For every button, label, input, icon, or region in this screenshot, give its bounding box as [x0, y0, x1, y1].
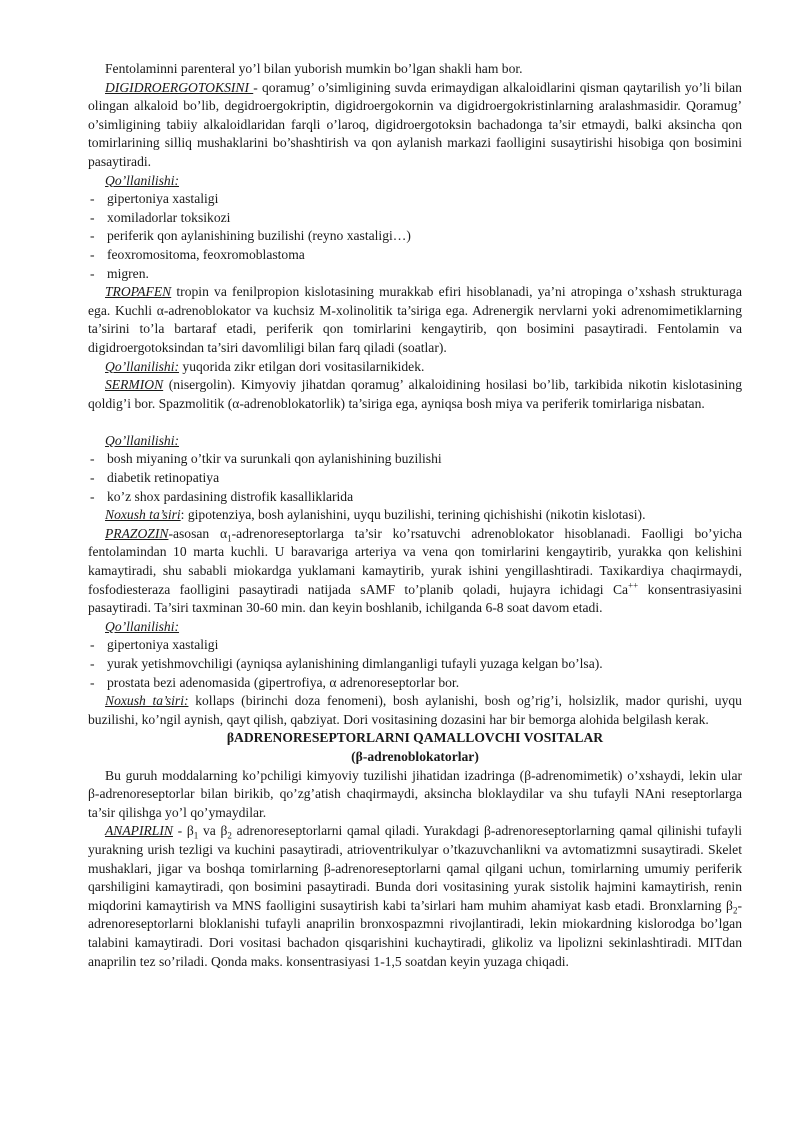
section-intro: Bu guruh moddalarning ko’pchiligi kimyoviy tuzilishi jihatidan izadringa (β-adrenomimetik) o’xshaydi, lekin ular β-adrenoreseptorlar bilan birikib, qo’zg’atish chaqirmaydi, aksincha bloklaydilar va shu tufayli NAni reseptorlarga ta’sir qilishga yo’l qo’ymaydilar.: [88, 767, 742, 820]
term-tropafen: TROPAFEN: [105, 284, 172, 300]
term-sermion: SERMION: [105, 377, 164, 393]
usage-tropafen: Qo’llanilishi: yuqorida zikr etilgan dori vositasilarnikidek.: [105, 358, 425, 374]
usage-list-prazozin: [88, 636, 742, 692]
usage-list-sermion: [88, 450, 742, 506]
usage-label: Qo’llanilishi:: [105, 432, 180, 448]
side-effects-prazozin: Noxush ta’siri: kollaps (birinchi doza fenomeni), bosh aylanishi, bosh og’rig’i, holsizlik, mador qurishi, uyqu buzilishi, ko’ngil aynish, qayt qilish, qabziyat. Dori vositasining dozasini har bir bemorga alohida belgilash kerak.: [88, 693, 742, 727]
side-effects-sermion: Noxush ta’siri: gipotenziya, bosh aylanishini, uyqu buzilishi, terining qichishishi (nikotin kislotasi).: [105, 507, 646, 523]
term-digidroergotoksin: DIGIDROERGOTOKSINI: [105, 79, 254, 95]
paragraph-sermion: SERMION (nisergolin). Kimyoviy jihatdan qoramug’ alkaloidining hosilasi bo’lib, tarkibida nikotin kislotasining qoldig’i bor. Spazmolitik (α-adrenoblokatorlik) ta’siriga ega, ayniqsa bosh miya va periferik tomirlariga nisbatan.: [88, 377, 742, 411]
section-title: βADRENORESEPTORLARNI QAMALLOVCHI VOSITALAR: [226, 730, 604, 746]
list-item: - xomiladorlar toksikozi: [88, 209, 742, 228]
list-item: - migren.: [88, 265, 742, 284]
list-item: - gipertoniya xastaligi: [88, 636, 742, 655]
section-subtitle: (β-adrenoblokatorlar): [351, 748, 479, 764]
list-item: - gipertoniya xastaligi: [88, 190, 742, 209]
paragraph-tropafen: TROPAFEN tropin va fenilpropion kislotasining murakkab efiri hisoblanadi, ya’ni atropinga o’xshash strukturaga ega. Kuchli α-adrenoblokator va kuchsiz M-xolinolitik ta’siriga ega. Adrenergik nervlarni yoki adrenomimetiklarning ta’sirini to’la bartaraf etadi, periferik qon tomirlarini kengaytirib, qon bosimini pasaytiradi. Fentolamin va digidroergotoksindan ta’siri davomliligi bilan farq qiladi (soatlar).: [88, 284, 742, 355]
usage-list-digidroergotoksin: [88, 190, 742, 283]
list-item: - prostata bezi adenomasida (gipertrofiya, α adrenoreseptorlar bor.: [88, 674, 742, 693]
paragraph-anaprilin: ANAPIRLIN - $\beta_1$ va $\beta_2$ adrenoreseptorlarni qamal qiladi. Yurakdagi β-adrenoreseptorlarning qamal qilinishi tufayli yurakning urish tezligi va kuchini pasaytiradi, atrioventrikulyar o’tkazuvchanlikni va avtomatizmni susaytiradi. Skelet mushaklari, jigar va boshqa tomirlarning β-adrenoreseptorlarni qamal qilgani uchun, tomirlarning umumiy periferik qarshiligini kamaytiradi, qon bosimini pasaytiradi. Bunda dori vositasining yurak sistolik hajmini kamaytirish, renin miqdorini kamaytirish va MNS faolligini susaytirish kabi ta’sirlari ham muhim ahamiyat kasb etadi. Bronxlarning $\beta_2$-adrenoreseptorlarni bloklanishi tufayli anaprilin bronxospazmni rivojlantiradi, lekin miokardning kislorodga bo’lgan talabini kamaytiradi. Dori vositasi bachadon qisqarishini kuchaytiradi, glikoliz va lipolizni sekinlashtiradi. MITdan anaprilin tez so’riladi. Qonda maks. konsentrasiyasi 1-1,5 soatdan keyin yuzaga chiqadi.: [88, 823, 742, 969]
list-item: - bosh miyaning o’tkir va surunkali qon aylanishining buzilishi: [88, 450, 742, 469]
paragraph-fentolamin: Fentolaminni parenteral yo’l bilan yuborish mumkin bo’lgan shakli ham bor.: [105, 61, 523, 76]
list-item: - feoxromositoma, feoxromoblastoma: [88, 246, 742, 265]
paragraph-prazozin: PRAZOZIN-asosan $\alpha_1$-adrenoreseptorlarga ta’sir ko’rsatuvchi adrenoblokator hisoblanadi. Faolligi bo’yicha fentolamindan 10 marta kuchli. U baravariga arteriya va vena qon tomirlarini kengaytirib, yurakka qon kelishini kamaytiradi, shu sababli miokardga yuklamani kamaytirib, yurak ishini yengillashtiradi. Taxikardiya chaqirmaydi, fosfodiesteraza faolligini pasaytiradi natijada sAMF to’planib qoladi, hujayra ichidagi Ca++ konsentrasiyasini pasaytiradi. Ta’siri taxminan 30-60 min. dan keyin boshlanib, ichilganda 6-8 soat davom etadi.: [88, 525, 742, 616]
list-item: - yurak yetishmovchiligi (ayniqsa aylanishining dimlanganligi tufayli yuzaga kelgan bo’lsa).: [88, 655, 742, 674]
list-item: - periferik qon aylanishining buzilishi (reyno xastaligi…): [88, 227, 742, 246]
usage-label: Qo’llanilishi:: [105, 172, 180, 188]
usage-label: Qo’llanilishi:: [105, 618, 180, 634]
spacer: [88, 413, 742, 432]
term-prazozin: PRAZOZIN: [105, 525, 169, 541]
list-item: - ko’z shox pardasining distrofik kasalliklarida: [88, 488, 742, 507]
paragraph-digidroergotoksin: DIGIDROERGOTOKSINI - qoramug’ o’simligining suvda erimaydigan alkaloidlarini qisman qaytarilish yo’li bilan olingan alkaloid bo’lib, degidroergokriptin, digidroergokornin va digidroergokristinlarning aralashmasidir. Qoramug’ o’simligining tabiiy alkaloidlaridan farqli o’laroq, digidroergotoksin bachadonga ta’sir etmaydi, balki aksincha qon tomirlarining silliq mushaklarini bo’shashtirish va qon aylanish markazi faolligini susaytirishi hisobiga qon bosimini pasaytiradi.: [88, 79, 742, 169]
list-item: - diabetik retinopatiya: [88, 469, 742, 488]
document-page: [88, 60, 742, 971]
term-anaprilin: ANAPIRLIN: [105, 823, 173, 839]
